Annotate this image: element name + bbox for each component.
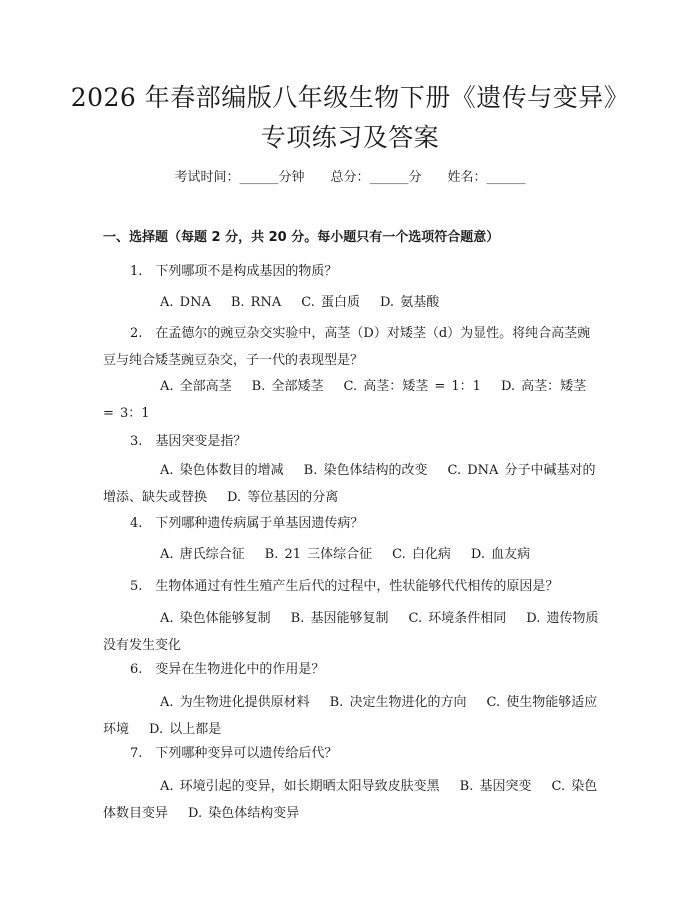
question-1: 1. 下列哪项不是构成基因的物质？ — [130, 264, 338, 279]
option-b: B. RNA — [230, 295, 282, 310]
section-heading: 一、选择题（每题 2 分，共 20 分。每小题只有一个选项符合题意） — [103, 230, 500, 245]
option-c: C. 蛋白质 — [301, 295, 360, 310]
exam-meta — [0, 168, 700, 188]
total-score-label: 总分：______分 — [330, 170, 422, 185]
option-d: D. 等位基因的分离 — [227, 490, 339, 505]
option-a: A. 环境引起的变异，如长期晒太阳导致皮肤变黑 — [160, 779, 440, 794]
option-d: D. 血友病 — [470, 547, 531, 562]
option-d: D. 染色体结构变异 — [188, 806, 300, 821]
question-2-options — [103, 373, 600, 427]
document-title: 2026 年春部编版八年级生物下册《遗传与变异》专项练习及答案 — [70, 83, 630, 152]
option-b: B. 染色体结构的改变 — [303, 463, 428, 478]
option-b: B. 决定生物进化的方向 — [329, 695, 467, 710]
question-1-options — [103, 289, 600, 316]
option-a: A. 为生物进化提供原材料 — [160, 695, 310, 710]
option-a: A. 唐氏综合征 — [160, 547, 245, 562]
question-4-options — [103, 541, 600, 568]
question-7: 7. 下列哪种变异可以遗传给后代？ — [130, 746, 338, 761]
option-c: C. 染色体数目变异 — [103, 779, 598, 821]
exam-time-label: 考试时间：______分钟 — [174, 170, 305, 185]
option-d: D. 遗传物质没有发生变化 — [103, 611, 599, 653]
name-label: 姓名：______ — [447, 170, 526, 185]
option-c: C. 使生物能够适应环境 — [103, 695, 598, 737]
option-b: B. 全部矮茎 — [251, 379, 324, 394]
option-d: D. 高茎：矮茎 = 3：1 — [103, 379, 587, 421]
option-c: C. 环境条件相同 — [408, 611, 507, 626]
option-c: C. 高茎：矮茎 = 1：1 — [343, 379, 481, 394]
option-a: A. 染色体数目的增减 — [160, 463, 284, 478]
question-3: 3. 基因突变是指？ — [130, 434, 247, 449]
question-2: 2. 在孟德尔的豌豆杂交实验中，高茎（D）对矮茎（d）为显性。将纯合高茎豌豆与纯合矮茎豌豆杂交，子一代的表现型是？ — [103, 326, 591, 368]
option-c: C. 白化病 — [392, 547, 451, 562]
option-a: A. 全部高茎 — [160, 379, 232, 394]
option-b: B. 基因突变 — [459, 779, 532, 794]
question-5: 5. 生物体通过有性生殖产生后代的过程中，性状能够代代相传的原因是？ — [130, 579, 559, 594]
question-7-options — [103, 773, 600, 827]
question-5-options — [103, 605, 600, 659]
option-d: D. 氨基酸 — [379, 295, 440, 310]
option-b: B. 21 三体综合征 — [264, 547, 373, 562]
question-6-options — [103, 689, 600, 743]
option-d: D. 以上都是 — [149, 722, 222, 737]
question-6: 6. 变异在生物进化中的作用是？ — [130, 662, 325, 677]
option-b: B. 基因能够复制 — [290, 611, 389, 626]
question-3-options — [103, 457, 600, 511]
question-4: 4. 下列哪种遗传病属于单基因遗传病？ — [130, 516, 364, 531]
option-a: A. DNA — [160, 295, 211, 310]
option-c: C. DNA 分子中碱基对的增添、缺失或替换 — [103, 463, 596, 505]
option-a: A. 染色体能够复制 — [160, 611, 271, 626]
